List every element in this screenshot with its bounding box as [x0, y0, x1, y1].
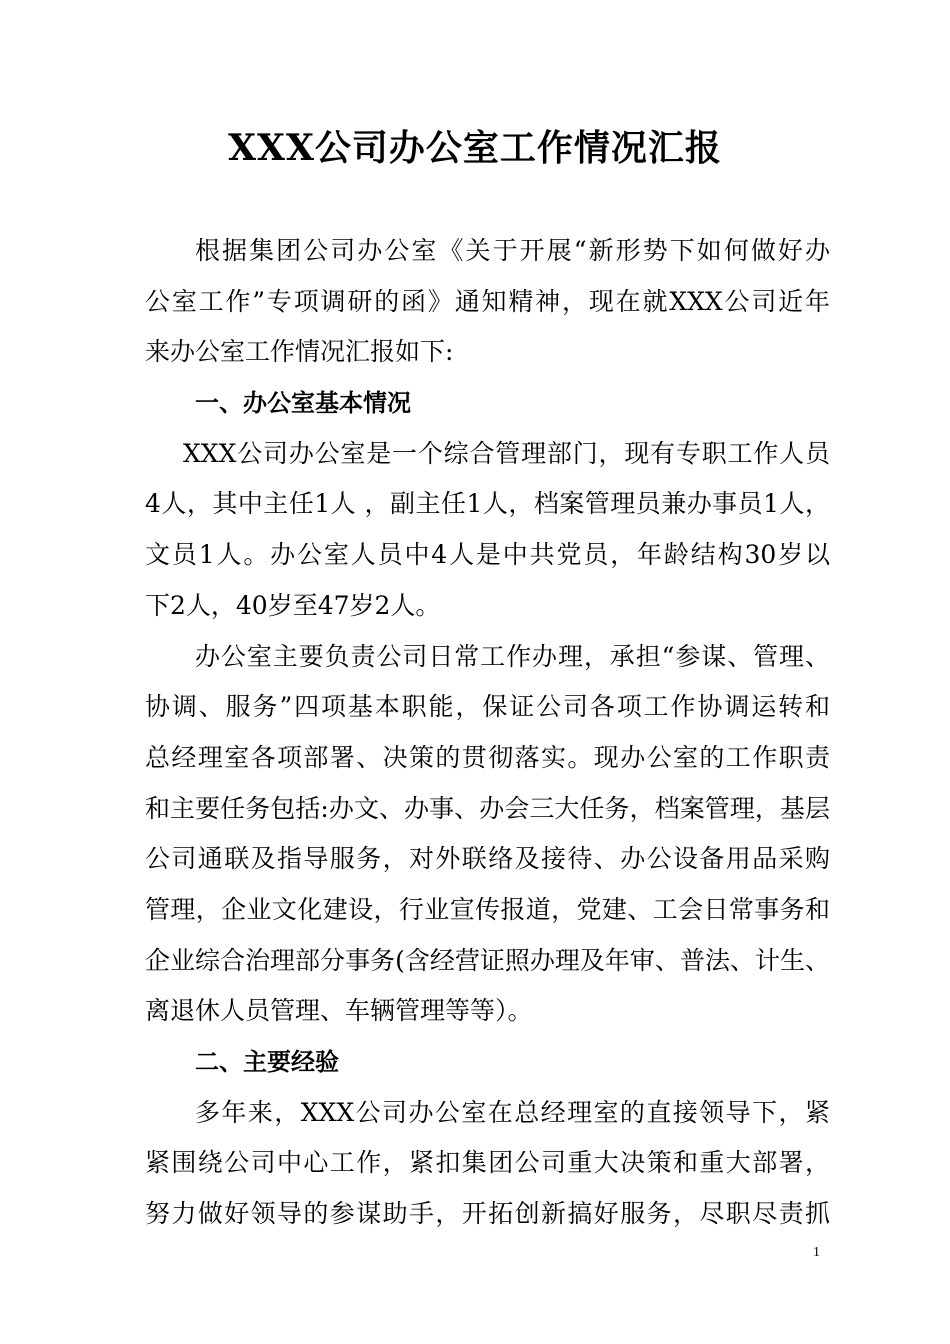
section-heading: 一、办公室基本情况 — [195, 389, 411, 418]
paragraph-line: 努力做好领导的参谋助手，开拓创新搞好服务，尽职尽责抓 — [145, 1199, 830, 1229]
paragraph-line: 离退休人员管理、车辆管理等等）。 — [145, 996, 533, 1026]
paragraph-line: 4人，其中主任1人 ，副主任1人，档案管理员兼办事员1人， — [145, 489, 830, 519]
section-heading: 二、主要经验 — [195, 1048, 339, 1076]
paragraph-line: 管理，企业文化建设，行业宣传报道，党建、工会日常事务和 — [145, 894, 830, 924]
paragraph-line: XXX公司办公室是一个综合管理部门，现有专职工作人员 — [183, 438, 830, 468]
page-number: 1 — [813, 1245, 820, 1260]
paragraph-line: 公司通联及指导服务，对外联络及接待、办公设备用品采购 — [145, 844, 830, 874]
document-title: XXX公司办公室工作情况汇报 — [228, 127, 722, 169]
paragraph-line: 紧围绕公司中心工作，紧扣集团公司重大决策和重大部署， — [145, 1148, 830, 1178]
paragraph-line: 办公室主要负责公司日常工作办理，承担“参谋、管理、 — [195, 641, 830, 671]
paragraph-line: 和主要任务包括:办文、办事、办会三大任务，档案管理，基层 — [145, 793, 830, 823]
paragraph-line: 协调、服务”四项基本职能，保证公司各项工作协调运转和 — [145, 692, 830, 722]
paragraph-line: 公室工作”专项调研的函》通知精神，现在就XXX公司近年 — [145, 286, 830, 316]
paragraph-line: 下2人，40岁至47岁2人。 — [145, 590, 441, 620]
document-body — [145, 226, 830, 1240]
paragraph-line: 根据集团公司办公室《关于开展“新形势下如何做好办 — [195, 236, 830, 265]
paragraph-line: 来办公室工作情况汇报如下: — [145, 337, 454, 367]
paragraph-line: 总经理室各项部署、决策的贯彻落实。现办公室的工作职责 — [145, 742, 830, 772]
paragraph-line: 文员1人。办公室人员中4人是中共党员，年龄结构30岁以 — [145, 540, 830, 570]
paragraph-line: 多年来，XXX公司办公室在总经理室的直接领导下，紧 — [195, 1097, 830, 1127]
paragraph-line: 企业综合治理部分事务(含经营证照办理及年审、普法、计生、 — [145, 945, 830, 975]
